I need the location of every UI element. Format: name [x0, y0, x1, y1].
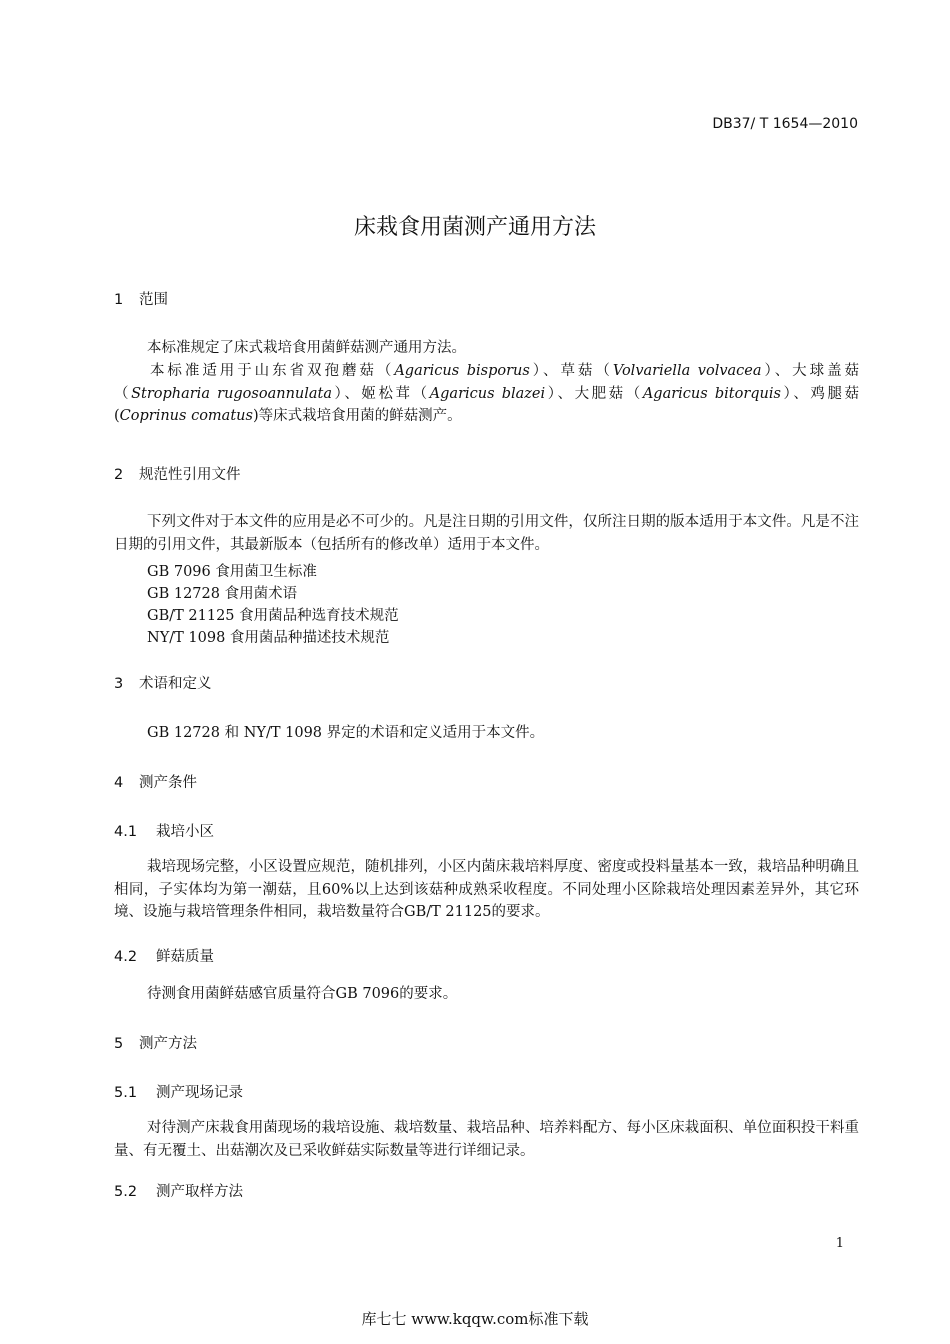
section-5-heading [114, 1032, 197, 1053]
section-title: 范围 [139, 292, 168, 308]
section-title: 测产现场记录 [156, 1085, 243, 1101]
section-5-1-paragraph-1 [114, 1117, 859, 1162]
page-number: 1 [835, 1236, 844, 1251]
section-title: 测产方法 [139, 1036, 197, 1052]
section-2-paragraph-1 [114, 511, 859, 556]
section-title: 测产条件 [139, 775, 197, 791]
paragraph-text: ）、鸡腿菇( [114, 385, 860, 424]
section-title: 测产取样方法 [156, 1184, 243, 1200]
paragraph-text: 本标准规定了床式栽培食用菌鲜菇测产通用方法。 [147, 340, 466, 356]
species-name: Agaricus blazei [429, 385, 546, 402]
section-number: 3 [114, 676, 124, 692]
section-title: 鲜菇质量 [156, 949, 214, 965]
section-4-heading [114, 771, 197, 792]
paragraph-text: ）、大肥菇（ [545, 385, 643, 402]
section-number: 4.1 [114, 824, 138, 840]
paragraph-text: )等床式栽培食用菌的鲜菇测产。 [252, 408, 462, 424]
section-number: 4 [114, 775, 124, 791]
species-name: Coprinus comatus [119, 408, 253, 424]
section-number: 5 [114, 1036, 124, 1052]
section-1-heading [114, 288, 168, 309]
reference-item: NY/T 1098 食用菌品种描述技术规范 [147, 630, 390, 646]
reference-item: GB 12728 食用菌术语 [147, 586, 298, 602]
paragraph-text: 对待测产床栽食用菌现场的栽培设施、栽培数量、栽培品种、培养料配方、每小区床栽面积、单位面积投干料重量、有无覆土、出菇潮次及已采收鲜菇实际数量等进行详细记录。 [114, 1120, 859, 1159]
section-number: 1 [114, 292, 124, 308]
section-3-paragraph-1: GB 12728 和 NY/T 1098 界定的术语和定义适用于本文件。 [147, 725, 545, 741]
paragraph-text: 下列文件对于本文件的应用是必不可少的。凡是注日期的引用文件，仅所注日期的版本适用于本文件。凡是不注日期的引用文件，其最新版本（包括所有的修改单）适用于本文件。 [114, 514, 859, 553]
reference-item: GB 7096 食用菌卫生标准 [147, 564, 317, 580]
footer-watermark: 库七七 www.kqqw.com标准下载 [361, 1310, 589, 1328]
section-4-1-heading [114, 820, 214, 841]
section-5-1-heading [114, 1081, 243, 1102]
section-4-1-paragraph-1 [114, 856, 859, 924]
section-3-heading [114, 672, 212, 693]
section-title: 术语和定义 [139, 676, 212, 692]
section-number: 5.2 [114, 1184, 138, 1200]
section-2-heading [114, 463, 241, 484]
reference-item: GB/T 21125 食用菌品种选育技术规范 [147, 608, 399, 624]
section-1-paragraph-1 [114, 337, 859, 360]
standard-number: DB37/ T 1654—2010 [712, 116, 858, 132]
section-number: 2 [114, 467, 124, 483]
paragraph-text: 栽培现场完整，小区设置应规范，随机排列，小区内菌床栽培料厚度、密度或投料量基本一致，栽培品种明确且相同，子实体均为第一潮菇，且60%以上达到该菇种成熟采收程度。不同处理小区除栽培处理因素差异外，其它环境、设施与栽培管理条件相同，栽培数量符合GB/T 21125的要求。 [114, 859, 859, 920]
species-name: Stropharia rugosoannulata [131, 385, 332, 402]
paragraph-text: ）、草菇（ [529, 363, 613, 379]
section-number: 5.1 [114, 1085, 138, 1101]
paragraph-text: 本标准适用于山东省双孢蘑菇（ [147, 363, 395, 379]
paragraph-text: ）、大球盖菇（ [114, 363, 860, 402]
paragraph-text: ）、姬松茸（ [332, 385, 430, 402]
section-number: 4.2 [114, 949, 138, 965]
section-1-paragraph-2 [114, 360, 859, 428]
section-4-2-heading [114, 945, 214, 966]
section-title: 规范性引用文件 [139, 467, 241, 483]
species-name: Agaricus bisporus [394, 363, 530, 379]
section-title: 栽培小区 [156, 824, 214, 840]
section-4-2-paragraph-1: 待测食用菌鲜菇感官质量符合GB 7096的要求。 [147, 986, 458, 1002]
section-5-2-heading [114, 1180, 243, 1201]
document-title: 床栽食用菌测产通用方法 [353, 215, 596, 240]
species-name: Agaricus bitorquis [642, 385, 781, 402]
species-name: Volvariella volvacea [612, 363, 762, 379]
